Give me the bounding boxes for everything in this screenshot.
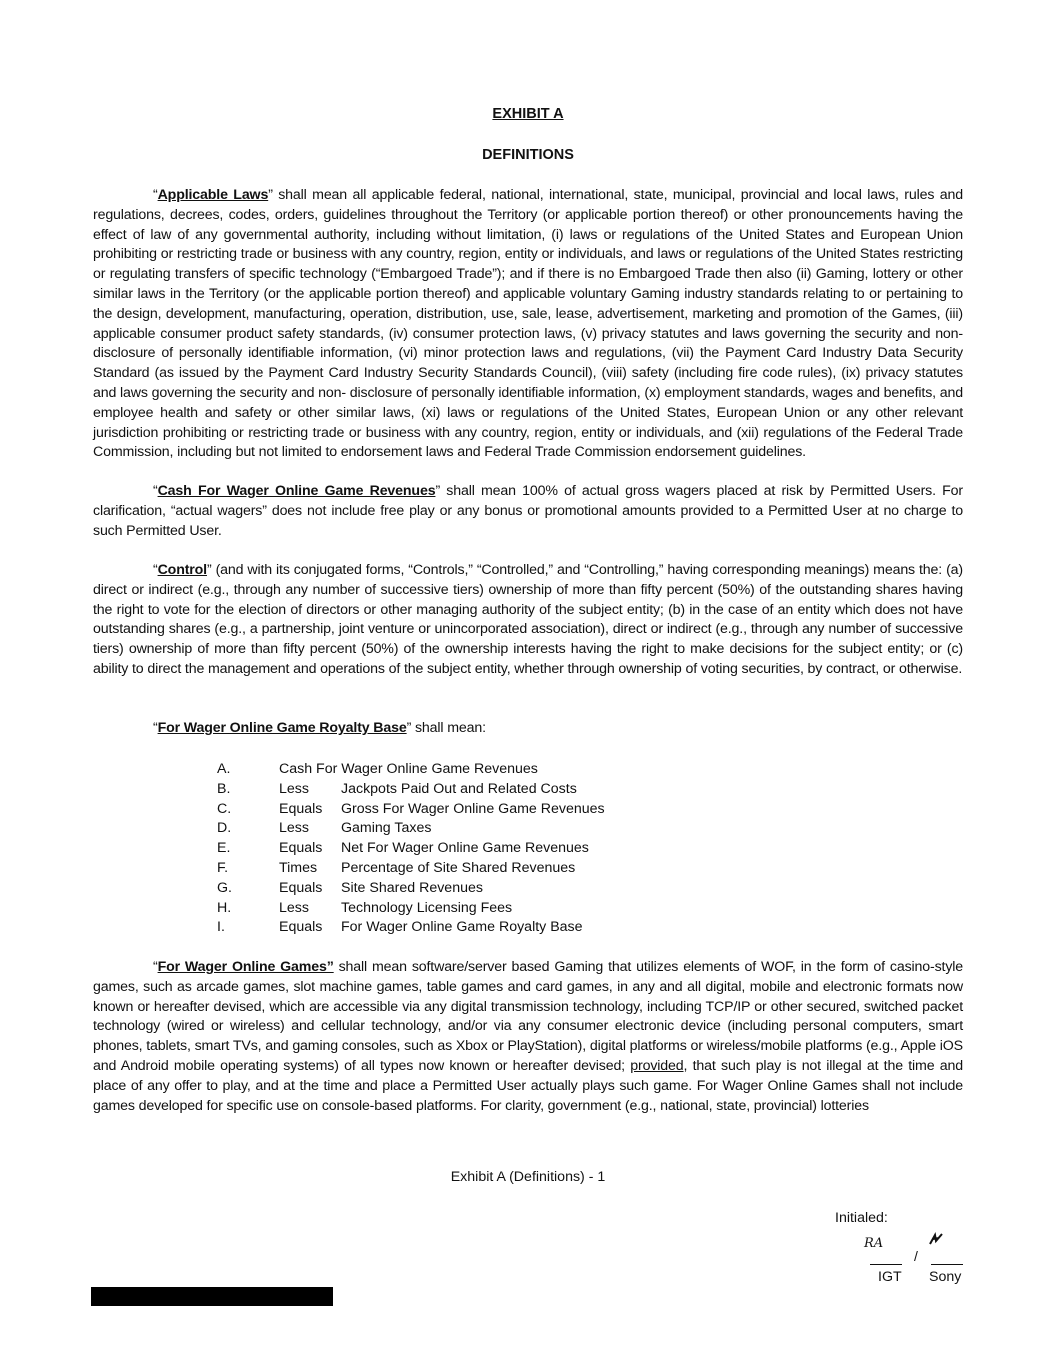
igt-label: IGT bbox=[878, 1269, 902, 1285]
list-operator: Less bbox=[279, 780, 309, 797]
list-letter: E. bbox=[217, 840, 231, 857]
definition-cash-for-wager: “Cash For Wager Online Game Revenues” shall mean 100% of actual gross wagers placed at risk by Permitted Users. For clarification, “actual wagers” does not include free play or any bonus or promotional amounts provided to a Permitted User at no charge to such Permitted User. bbox=[93, 483, 963, 539]
definition-text: shall mean software/server based Gaming that utilizes elements of WOF, in the form of casino-style games, such as arcade games, slot machine games, table games and card games, in any and all digital, mobile and electronic formats now known or hereafter devised, which are accessible via any digital transmission technology, including TCP/IP or other secured, switched packet technology (wired or wireless) and cellular technology, and/or via any consumer electronic device (including personal computers, smart phones, tablets, smart TVs, and gaming consoles, such as Xbox or PlayStation), digital platforms or wireless/mobile platforms (e.g., Apple iOS and Android mobile operating systems) of all types now known or hereafter devised; bbox=[93, 959, 964, 1074]
term-applicable-laws: Applicable Laws bbox=[157, 187, 269, 203]
definition-text: , that such play is not illegal at the time and place of any offer to play, and at the time and place a Permitted User actually plays such game. For Wager Online Games shall not include games developed for specific use on console-based platforms. For clarity, government (e.g., national, state, provincial) lotteries bbox=[93, 1057, 963, 1114]
list-operator: Equals bbox=[279, 800, 323, 817]
list-letter: G. bbox=[217, 879, 232, 896]
sony-signature-line bbox=[931, 1264, 963, 1265]
list-item bbox=[217, 839, 605, 859]
definition-text: ” shall mean 100% of actual gross wagers placed at risk by Permitted Users. For clarification, “actual wagers” does not include free play or any bonus or promotional amounts provided to a Permitted User at no charge to such Permitted User. bbox=[93, 483, 963, 539]
list-text: Cash For Wager Online Game Revenues bbox=[279, 761, 538, 777]
list-item bbox=[217, 879, 605, 899]
page-footer: Exhibit A (Definitions) - 1 bbox=[450, 1169, 606, 1185]
list-item bbox=[217, 780, 605, 800]
sony-initials-signature-icon bbox=[929, 1232, 945, 1246]
term-cash-for-wager: Cash For Wager Online Game Revenues bbox=[157, 483, 436, 499]
list-text: Gross For Wager Online Game Revenues bbox=[341, 800, 605, 817]
list-operator: Less bbox=[279, 820, 309, 837]
definition-text: ” shall mean all applicable federal, national, international, state, municipal, provincial and local laws, rules and regulations, decrees, codes, orders, guidelines throughout the Territory (or applicable portion thereof) or other pronouncements having the effect of law of any governmental authority, including without limitation, (i) laws or regulations of the United States and European Union prohibiting or restricting trade or business with any country, region, entity or individuals, and laws or regulations of the United States restricting or regulating transfers of specific technology (“Embargoed Trade”); and if there is no Embargoed Trade then also (ii) Gaming, lottery or other similar laws in the Territory (or the applicable portion thereof) and applicable voluntary Gaming industry standards relating to or pertaining to the design, development, manufacturing, operation, distribution, use, sale, lease, advertisement, marketing and promotion of the Games, (iii) applicable consumer product safety standards, (iv) consumer protection laws, (v) privacy statutes and laws governing the security and non-disclosure of personally identifiable information, (vi) minor protection laws and regulations, (vii) the Payment Card Industry Data Security Standard (as issued by the Payment Card Industry Security Standards Council), (viii) safety (including fire code rules), (ix) privacy statutes and laws governing the security and non- disclosure of personally identifiable information, (x) employment standards, wages and benefits, and employee health and safety or other similar laws, (xi) laws or regulations of the United States, European Union or any other relevant jurisdiction prohibiting or restricting trade or business with any country, region, entity or individuals, and (xii) regulations of the Federal Trade Commission, including but not limited to endorsement laws and Federal Trade Commission endorsement guidelines. bbox=[93, 187, 963, 461]
royalty-base-list bbox=[217, 760, 605, 938]
initialed-label: Initialed: bbox=[835, 1210, 888, 1226]
list-item bbox=[217, 918, 605, 938]
list-letter: H. bbox=[217, 899, 232, 916]
list-operator: Times bbox=[279, 859, 318, 876]
list-item bbox=[217, 899, 605, 919]
list-text: Percentage of Site Shared Revenues bbox=[341, 859, 576, 876]
list-letter: D. bbox=[217, 820, 232, 837]
list-item bbox=[217, 760, 605, 780]
list-letter: A. bbox=[217, 761, 231, 777]
definition-text: ” (and with its conjugated forms, “Controls,” “Controlled,” and “Controlling,” having corresponding meanings) means the: (a) direct or indirect (e.g., through any number of successive tiers) ownership of more than fifty percent (50%) of the outstanding shares having the right to vote for the election of directors or other managing authority of the subject entity; (b) in the case of an entity which does not have outstanding shares (e.g., a partnership, joint venture or unincorporated association), direct or indirect (e.g., through any number of successive tiers) ownership of more than fifty percent (50%) of the ownership interests having the right to make decisions for the subject entity; or (c) ability to direct the management and operations of the subject entity, whether through ownership of voting securities, by contract, or otherwise. bbox=[93, 562, 963, 677]
list-text: Gaming Taxes bbox=[341, 820, 432, 837]
list-text: Technology Licensing Fees bbox=[341, 899, 513, 916]
list-text: For Wager Online Game Royalty Base bbox=[341, 919, 583, 936]
list-letter: I. bbox=[217, 919, 225, 936]
redaction-bar bbox=[91, 1287, 333, 1306]
list-letter: B. bbox=[217, 780, 231, 797]
section-title: DEFINITIONS bbox=[482, 147, 574, 163]
list-item bbox=[217, 859, 605, 879]
list-operator: Equals bbox=[279, 879, 323, 896]
definition-online-games: “For Wager Online Games” shall mean software/server based Gaming that utilizes elements of WOF, in the form of casino-style games, such as arcade games, slot machine games, table games and card games, in any and all digital, mobile and electronic formats now known or hereafter devised, which are accessible via any digital transmission technology, including TCP/IP or other secured, switched packet technology (wired or wireless) and cellular technology, and/or via any consumer electronic device (including personal computers, smart phones, tablets, smart TVs, and gaming consoles, such as Xbox or PlayStation), digital platforms or wireless/mobile platforms (e.g., Apple iOS and Android mobile operating systems) of all types now known or hereafter devised; provided, that such play is not illegal at the time and place of any offer to play, and at the time and place a Permitted User actually plays such game. For Wager Online Games shall not include games developed for specific use on console-based platforms. For clarity, government (e.g., national, state, provincial) lotteries bbox=[93, 959, 964, 1114]
list-letter: F. bbox=[217, 859, 229, 876]
term-royalty-base: For Wager Online Game Royalty Base bbox=[157, 720, 407, 736]
list-operator: Less bbox=[279, 899, 309, 916]
igt-initials-signature: RA bbox=[864, 1236, 884, 1251]
list-item bbox=[217, 819, 605, 839]
definition-text: ” shall mean: bbox=[406, 720, 486, 736]
term-online-games: For Wager Online Games” bbox=[157, 959, 334, 975]
definition-applicable-laws: “Applicable Laws” shall mean all applicable federal, national, international, state, municipal, provincial and local laws, rules and regulations, decrees, codes, orders, guidelines throughout the Territory (or applicable portion thereof) or other pronouncements having the effect of law of any governmental authority, including without limitation, (i) laws or regulations of the United States and European Union prohibiting or restricting trade or business with any country, region, entity or individuals, and laws or regulations of the United States restricting or regulating transfers of specific technology (“Embargoed Trade”); and if there is no Embargoed Trade then also (ii) Gaming, lottery or other similar laws in the Territory (or the applicable portion thereof) and applicable voluntary Gaming industry standards relating to or pertaining to the design, development, manufacturing, operation, distribution, use, sale, lease, advertisement, marketing and promotion of the Games, (iii) applicable consumer product safety standards, (iv) consumer protection laws, (v) privacy statutes and laws governing the security and non-disclosure of personally identifiable information, (vi) minor protection laws and regulations, (vii) the Payment Card Industry Data Security Standard (as issued by the Payment Card Industry Security Standards Council), (viii) safety (including fire code rules), (ix) privacy statutes and laws governing the security and non- disclosure of personally identifiable information, (x) employment standards, wages and benefits, and employee health and safety or other similar laws, (xi) laws or regulations of the United States, European Union or any other relevant jurisdiction prohibiting or restricting trade or business with any country, region, entity or individuals, and (xii) regulations of the Federal Trade Commission, including but not limited to endorsement laws and Federal Trade Commission endorsement guidelines. bbox=[93, 187, 963, 461]
list-letter: C. bbox=[217, 800, 232, 817]
list-item bbox=[217, 800, 605, 820]
sony-label: Sony bbox=[929, 1269, 962, 1285]
definition-control: “Control” (and with its conjugated forms, “Controls,” “Controlled,” and “Controlling,” having corresponding meanings) means the: (a) direct or indirect (e.g., through any number of successive tiers) ownership of more than fifty percent (50%) of the outstanding shares having the right to vote for the election of directors or other managing authority of the subject entity; (b) in the case of an entity which does not have outstanding shares (e.g., a partnership, joint venture or unincorporated association), direct or indirect (e.g., through any number of successive tiers) ownership of more than fifty percent (50%) of the ownership interests having the right to make decisions for the subject entity; or (c) ability to direct the management and operations of the subject entity, whether through ownership of voting securities, by contract, or otherwise. bbox=[93, 562, 963, 677]
list-text: Net For Wager Online Game Revenues bbox=[341, 840, 589, 857]
igt-signature-line bbox=[870, 1264, 902, 1265]
list-text: Site Shared Revenues bbox=[341, 879, 483, 896]
list-operator: Equals bbox=[279, 919, 323, 936]
definition-royalty-base: “For Wager Online Game Royalty Base” shall mean: bbox=[153, 720, 486, 736]
list-text: Jackpots Paid Out and Related Costs bbox=[341, 780, 577, 797]
initials-separator: / bbox=[914, 1248, 918, 1264]
list-operator: Equals bbox=[279, 840, 323, 857]
term-control: Control bbox=[157, 562, 207, 578]
exhibit-title: EXHIBIT A bbox=[492, 106, 564, 122]
provided-word: provided bbox=[630, 1057, 684, 1074]
